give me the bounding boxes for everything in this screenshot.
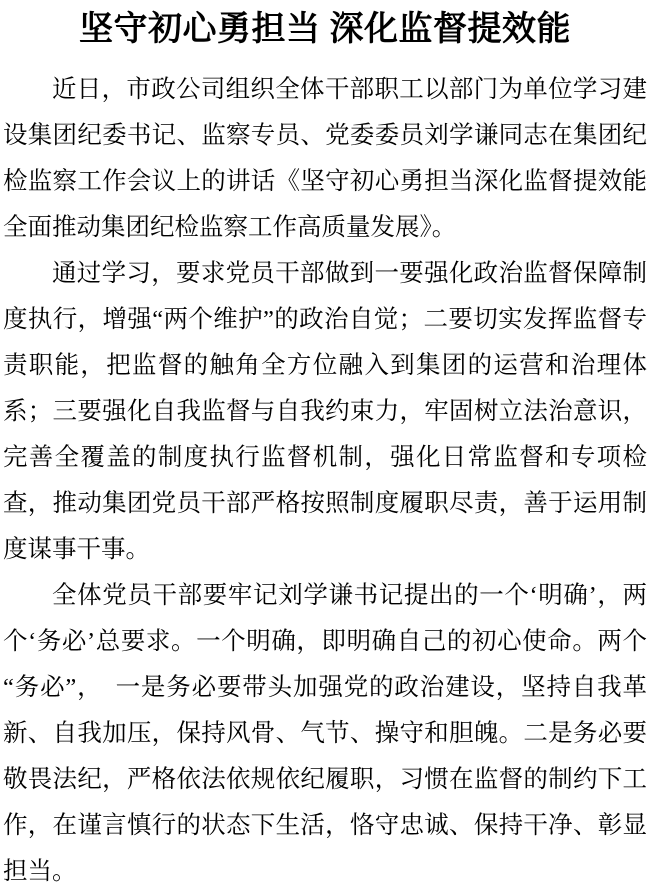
paragraph-2: 通过学习，要求党员干部做到一要强化政治监督保障制度执行，增强“两个维护”的政治自觉；二要切实发挥监督专责职能，把监督的触角全方位融入到集团的运营和治理体系；三要强化自我监督与自我约束力，牢固树立法治意识，完善全覆盖的制度执行监督机制，强化日常监督和专项检查，推动集团党员干部严格按照制度履职尽责，善于运用制度谋事干事。 <box>3 260 647 563</box>
paragraph-3: 全体党员干部要牢记刘学谦书记提出的一个‘明确’，两个‘务必’总要求。一个明确，即明确自己的初心使命。两个“务必”， 一是务必要带头加强党的政治建设，坚持自我革新、自我加压，保持风骨、气节、操守和胆魄。二是务必要敬畏法纪，严格依法依规依纪履职，习惯在监督的制约下工作，在谨言慎行的状态下生活，恪守忠诚、保持干净、彰显担当。 <box>3 582 647 885</box>
paragraph-1: 近日，市政公司组织全体干部职工以部门为单位学习建设集团纪委书记、监察专员、党委委员刘学谦同志在集团纪检监察工作会议上的讲话《坚守初心勇担当深化监督提效能全面推动集团纪检监察工作高质量发展》。 <box>3 76 647 241</box>
article-body <box>3 67 647 895</box>
article-title: 坚守初心勇担当 深化监督提效能 <box>79 11 571 48</box>
